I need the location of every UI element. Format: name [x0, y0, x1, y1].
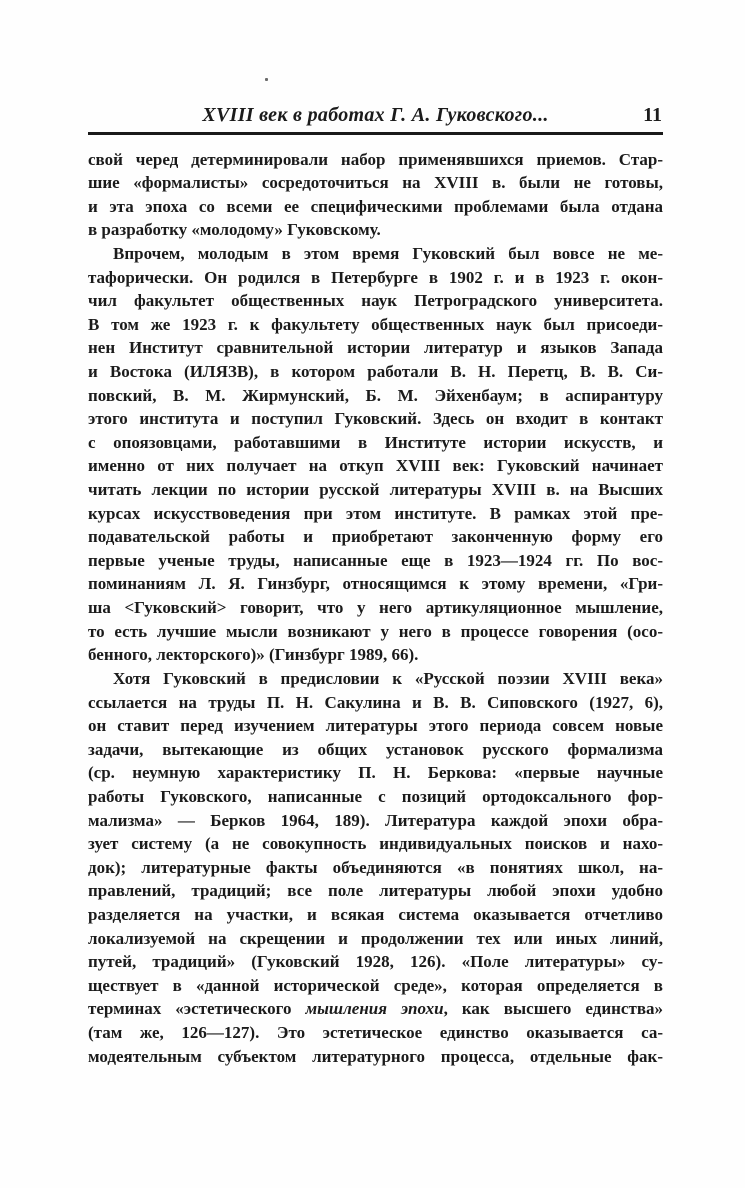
text-line: ществует в «данной исторической среде», которая определяется в — [88, 975, 663, 995]
text-line: Хотя Гуковский в предисловии к «Русской поэзии XVIII века» — [113, 668, 663, 688]
text-line: В том же 1923 г. к факультету общественных наук был присоеди- — [88, 314, 663, 334]
text-line: и Востока (ИЛЯЗВ), в котором работали В. Н. Перетц, В. В. Си- — [88, 361, 663, 381]
scan-speck — [265, 78, 268, 81]
text-line: бенного, лекторского)» (Гинзбург 1989, 66). — [88, 645, 419, 665]
text-line: ша <Гуковский> говорит, что у него артикуляционное мышление, — [88, 598, 663, 618]
text-line: терминах «эстетического мышления эпохи, как высшего единства» — [88, 999, 663, 1019]
text-line: (там же, 126—127). Это эстетическое единство оказывается са- — [88, 1023, 663, 1043]
text-line: с опоязовцами, работавшими в Институте истории искусств, и — [88, 432, 663, 452]
text-line: повский, В. М. Жирмунский, Б. М. Эйхенбаум; в аспирантуру — [88, 385, 663, 405]
header-rule — [88, 132, 663, 135]
running-title: XVIII век в работах Г. А. Гуковского... — [202, 104, 549, 126]
text-line: подавательской работы и приобретают законченную форму его — [88, 527, 663, 547]
page-number: 11 — [643, 104, 662, 126]
text-line: курсах искусствоведения при этом институте. В рамках этой пре- — [88, 503, 663, 523]
text-line: то есть лучшие мысли возникают у него в процессе говорения (осо- — [88, 621, 663, 641]
text-line: правлений, традиций; все поле литературы любой эпохи удобно — [88, 881, 663, 901]
text-line: чил факультет общественных наук Петроградского университета. — [88, 291, 663, 311]
text-line: нен Институт сравнительной истории литератур и языков Запада — [88, 338, 663, 358]
text-line: и эта эпоха со всеми ее специфическими проблемами была отдана — [88, 196, 663, 216]
text-block — [88, 102, 663, 1068]
text-line: тафорически. Он родился в Петербурге в 1902 г. и в 1923 г. окон- — [88, 267, 663, 287]
text-line: док); литературные факты объединяются «в понятиях школ, на- — [88, 857, 663, 877]
text-line: поминаниям Л. Я. Гинзбург, относящимся к этому времени, «Гри- — [88, 574, 663, 594]
text-line: ссылается на труды П. Н. Сакулина и В. В. Сиповского (1927, 6), — [88, 692, 663, 712]
text-line: шие «формалисты» сосредоточиться на XVIII в. были не готовы, — [88, 173, 663, 193]
text-line: читать лекции по истории русской литературы XVIII в. на Высших — [88, 480, 663, 500]
text-line: именно от них получает на откуп XVIII век: Гуковский начинает — [88, 456, 663, 476]
text-line: локализуемой на скрещении и продолжении тех или иных линий, — [88, 928, 663, 948]
text-line: работы Гуковского, написанные с позиций ортодоксального фор- — [88, 786, 663, 806]
text-line: свой черед детерминировали набор применявшихся приемов. Стар- — [88, 149, 663, 169]
body-text — [88, 148, 663, 1069]
text-line: в разработку «молодому» Гуковскому. — [88, 220, 381, 240]
text-line: разделяется на участки, и всякая система оказывается отчетливо — [88, 905, 663, 924]
text-line: зует систему (а не совокупность индивидуальных поисков и нахо- — [88, 834, 663, 854]
text-line: (ср. неумную характеристику П. Н. Беркова: «первые научные — [88, 763, 663, 783]
text-line: мализма» — Берков 1964, 189). Литература каждой эпохи обра- — [88, 810, 663, 830]
text-line: путей, традиций» (Гуковский 1928, 126). «Поле литературы» су- — [88, 952, 663, 972]
text-line: задачи, вытекающие из общих установок русского формализма — [88, 739, 663, 759]
page-header — [88, 102, 663, 129]
text-line: модеятельным субъектом литературного процесса, отдельные фак- — [88, 1046, 663, 1066]
text-line: этого института и поступил Гуковский. Здесь он входит в контакт — [88, 409, 663, 429]
text-line: Впрочем, молодым в этом время Гуковский был вовсе не ме- — [113, 243, 663, 263]
text-line: он ставит перед изучением литературы этого периода совсем новые — [88, 716, 663, 736]
text-line: первые ученые труды, написанные еще в 1923—1924 гг. По вос- — [88, 550, 663, 570]
italic-phrase: мышления эпохи — [305, 999, 444, 1019]
